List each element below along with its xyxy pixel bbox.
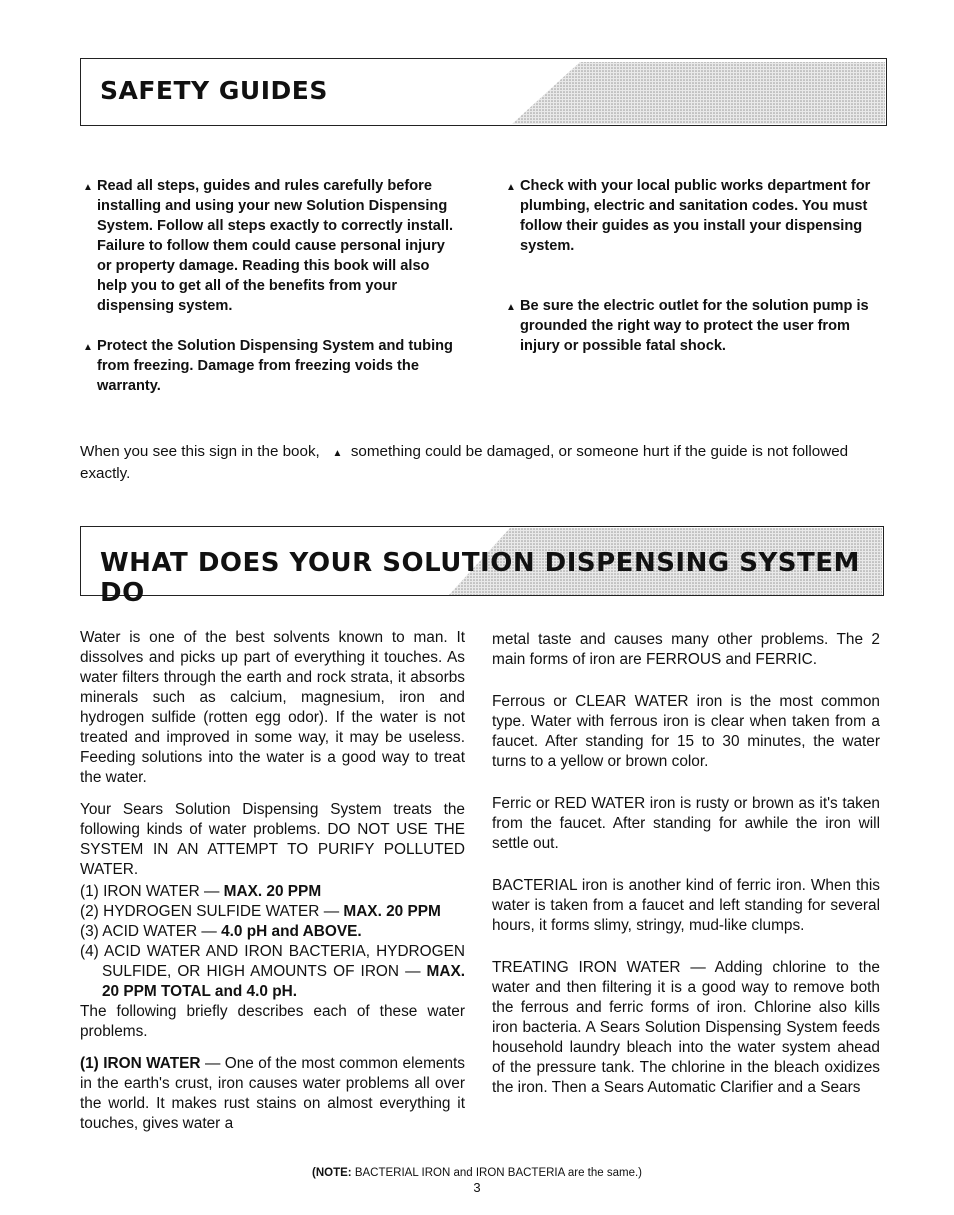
page-number: 3: [473, 1180, 481, 1195]
safety-guides-header: [80, 58, 890, 130]
safety-rule: [506, 296, 884, 356]
warning-triangle-icon: ▲: [506, 182, 516, 193]
footnote: (NOTE: BACTERIAL IRON and IRON BACTERIA are the same.): [312, 1167, 642, 1179]
right-column: [492, 630, 880, 1110]
section-title: WHAT DOES YOUR SOLUTION DISPENSING SYSTEM DO: [100, 548, 860, 608]
left-column: [80, 628, 465, 1146]
paragraph: BACTERIAL iron is another kind of ferric iron. When this water is taken from a faucet and left standing for several hours, it forms slimy, stringy, mud-like clumps.: [492, 877, 880, 934]
paragraph: (1) IRON WATER — One of the most common elements in the earth's crust, iron causes water problems all over the world. It makes rust stains on almost everything it touches, gives water a: [80, 1055, 465, 1132]
rule-text: Be sure the electric outlet for the solution pump is grounded the right way to protect the user from injury or possible fatal shock.: [520, 298, 869, 354]
note-text-after: something could be damaged, or someone hurt if the guide is not followed exactly.: [80, 443, 849, 482]
safety-rule: [506, 176, 884, 256]
paragraph: Ferric or RED WATER iron is rusty or brown as it's taken from the faucet. After standing for awhile the iron will settle out.: [492, 795, 880, 852]
section-title: SAFETY GUIDES: [100, 76, 328, 105]
warning-triangle-icon: ▲: [83, 342, 93, 353]
rule-text: Protect the Solution Dispensing System and tubing from freezing. Damage from freezing voids the warranty.: [97, 338, 453, 394]
rule-text: Read all steps, guides and rules carefully before installing and using your new Solution Dispensing System. Follow all steps exactly to correctly install. Failure to follow them could cause personal injury or property damage. Reading this book will also help you to get all of the benefits from your dispensing system.: [97, 178, 454, 314]
list-item: (2) HYDROGEN SULFIDE WATER — MAX. 20 PPM: [80, 903, 441, 920]
warning-triangle-icon: ▲: [506, 302, 516, 313]
paragraph: Your Sears Solution Dispensing System treats the following kinds of water problems. DO NOT USE THE SYSTEM IN AN ATTEMPT TO PURIFY POLLUTED WATER.: [80, 801, 465, 878]
rule-text: Check with your local public works department for plumbing, electric and sanitation codes. You must follow their guides as you install your dispensing system.: [520, 178, 871, 254]
warning-triangle-icon: ▲: [83, 182, 93, 193]
paragraph: TREATING IRON WATER — Adding chlorine to the water and then filtering it is a good way to remove both the ferrous and ferric forms of iron. Chlorine also kills iron bacteria. A Sears Solution Dispensing System feeds household laundry bleach into the water system ahead of the pressure tank. The chlorine in the bleach oxidizes the iron. Then a Sears Automatic Clarifier and a Sears: [492, 959, 880, 1096]
what-does-header: [80, 522, 890, 608]
safety-rule: [83, 336, 461, 396]
list-item: (4) ACID WATER AND IRON BACTERIA, HYDROGEN SULFIDE, OR HIGH AMOUNTS OF IRON — MAX. 20 PPM TOTAL and 4.0 pH.: [80, 943, 465, 1000]
paragraph: Water is one of the best solvents known to man. It dissolves and picks up part of everything it touches. As water filters through the earth and rock strata, it absorbs minerals such as calcium, magnesium, iron and hydrogen sulfide (rotten egg odor). If the water is not treated and improved in some way, it may be useless. Feeding solutions into the water is a good way to treat the water.: [80, 629, 465, 786]
note-text-before: When you see this sign in the book,: [80, 443, 320, 460]
warning-sign-note: [80, 442, 885, 484]
safety-rule: [83, 176, 461, 316]
list-item: (1) IRON WATER — MAX. 20 PPM: [80, 883, 322, 900]
paragraph: The following briefly describes each of these water problems.: [80, 1003, 465, 1040]
water-problem-list: [80, 882, 465, 1002]
warning-triangle-icon: ▲: [332, 448, 343, 459]
list-item: (3) ACID WATER — 4.0 pH and ABOVE.: [80, 923, 362, 940]
paragraph: Ferrous or CLEAR WATER iron is the most common type. Water with ferrous iron is clear when taken from a faucet. After standing for 15 to 30 minutes, the water turns to a yellow or brown color.: [492, 693, 880, 770]
paragraph: metal taste and causes many other problems. The 2 main forms of iron are FERROUS and FERRIC.: [492, 631, 880, 668]
